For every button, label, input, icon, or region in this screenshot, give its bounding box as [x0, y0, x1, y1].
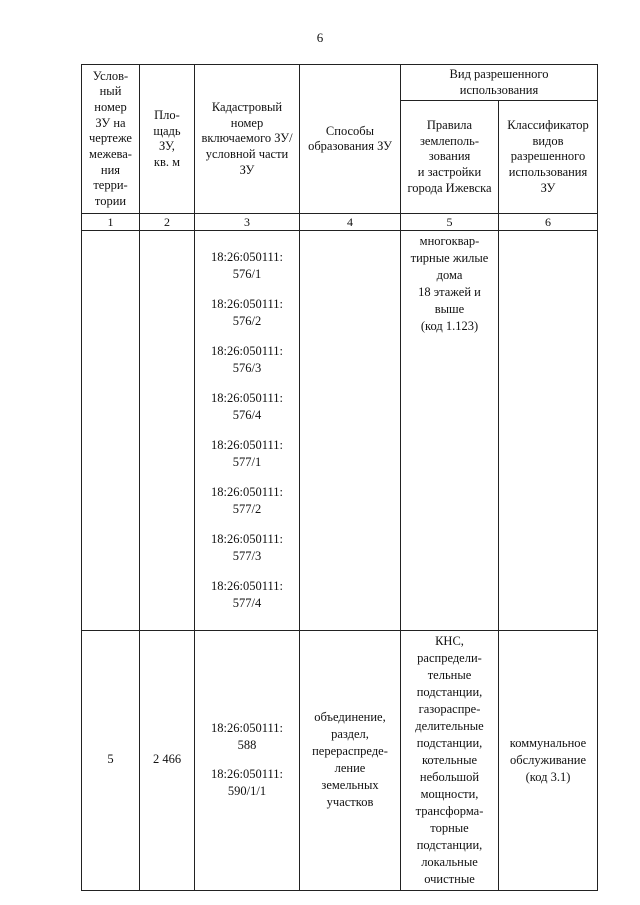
cadastral-cell [195, 630, 300, 890]
cadastral-number: 18:26:050111: 576/4 [211, 390, 283, 422]
header-plot-number: Услов- ный номер ЗУ на чертеже межева- ния терри- тории [82, 65, 140, 214]
formation-method-cell [300, 231, 401, 630]
header-formation-methods: Способы образования ЗУ [300, 65, 401, 214]
header-cadastral-number: Кадастровый номер включаемого ЗУ/ условной части ЗУ [195, 65, 300, 214]
column-number-2: 2 [140, 214, 195, 231]
city-rules-use-cell: многоквар- тирные жилые дома 18 этажей и выше (код 1.123) [401, 231, 499, 630]
classifier-use-cell [499, 231, 598, 630]
cadastral-number: 18:26:050111: 576/3 [211, 343, 283, 375]
area-cell [140, 231, 195, 630]
column-number-1: 1 [82, 214, 140, 231]
header-permitted-use-group: Вид разрешенного использования [401, 65, 598, 101]
cadastral-number: 18:26:050111: 577/2 [211, 484, 283, 516]
cadastral-cell [195, 231, 300, 630]
column-number-5: 5 [401, 214, 499, 231]
land-plots-table [81, 64, 598, 891]
table-row [82, 630, 598, 890]
city-rules-use-cell: КНС, распредели- тельные подстанции, газораспре- делительные подстанции, котельные небольшой мощности, трансформа- торные подстанции, локальные очистные [401, 630, 499, 890]
header-area: Пло- щадь ЗУ, кв. м [140, 65, 195, 214]
header-city-rules: Правила землеполь- зования и застройки города Ижевска [401, 101, 499, 214]
classifier-use-cell: коммунальное обслуживание (код 3.1) [499, 630, 598, 890]
cadastral-number: 18:26:050111: 590/1/1 [211, 767, 283, 798]
cadastral-number: 18:26:050111: 576/2 [211, 296, 283, 328]
formation-method-cell: объединение, раздел, перераспреде- ление земельных участков [300, 630, 401, 890]
cadastral-number: 18:26:050111: 588 [211, 721, 283, 752]
cadastral-number: 18:26:050111: 577/4 [211, 578, 283, 610]
header-use-classifier: Классификатор видов разрешенного использования ЗУ [499, 101, 598, 214]
area-cell: 2 466 [140, 630, 195, 890]
cadastral-number: 18:26:050111: 577/1 [211, 437, 283, 469]
column-number-6: 6 [499, 214, 598, 231]
column-numbers-row [82, 214, 598, 231]
header-row-1 [82, 65, 598, 101]
column-number-4: 4 [300, 214, 401, 231]
cadastral-number: 18:26:050111: 576/1 [211, 249, 283, 281]
column-number-3: 3 [195, 214, 300, 231]
plot-number-cell: 5 [82, 630, 140, 890]
table-row [82, 231, 598, 630]
page-number: 6 [316, 30, 324, 45]
plot-number-cell [82, 231, 140, 630]
cadastral-number: 18:26:050111: 577/3 [211, 531, 283, 563]
